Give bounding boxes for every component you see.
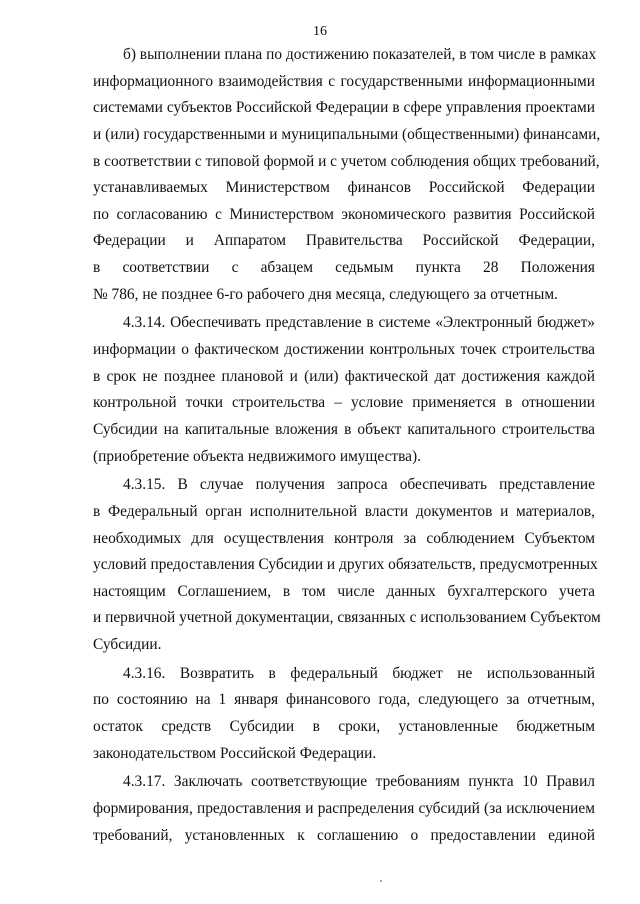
text-line: по состоянию на 1 января финансового года, следующего за отчетным, [93,691,595,709]
text-line: 4.3.15. В случае получения запроса обеспечивать представление [123,476,595,494]
text-line: в соответствии с абзацем седьмым пункта 28 Положения [93,259,595,277]
text-line: 4.3.16. Возвратить в федеральный бюджет не использованный [123,664,595,682]
text-line: по согласованию с Министерством экономического развития Российской [93,205,595,223]
text-line: № 786, не позднее 6-го рабочего дня месяца, следующего за отчетным. [93,285,558,303]
text-line: контрольной точки строительства – условие применяется в отношении [93,394,595,412]
text-line: (приобретение объекта недвижимого имущества). [93,447,421,465]
text-line: Субсидии. [93,636,162,654]
page-number: 16 [313,24,327,39]
text-line: 4.3.17. Заключать соответствующие требованиям пункта 10 Правил [123,773,595,791]
text-line: б) выполнении плана по достижению показателей, в том числе в рамках [123,46,597,63]
text-line: законодательством Российской Федерации. [93,744,377,762]
text-line: в срок не позднее плановой и (или) фактической дат достижения каждой [93,367,595,385]
paragraph-4-3-17 [93,769,595,849]
paragraph-4-3-14 [93,310,595,470]
text-line: условий предоставления Субсидии и других обязательств, предусмотренных [93,556,598,574]
text-line: системами субъектов Российской Федерации в сфере управления проектами [93,99,595,117]
text-line: требований, установленных к соглашению о предоставлении единой [93,826,595,844]
text-line: необходимых для осуществления контроля за соблюдением Субъектом [93,529,595,547]
text-line: и первичной учетной документации, связанных с использованием Субъектом [93,609,601,627]
text-line: 4.3.14. Обеспечивать представление в системе «Электронный бюджет» [123,314,595,332]
text-line: информации о фактическом достижении контрольных точек строительства [93,341,595,359]
text-line: остаток средств Субсидии в сроки, установленные бюджетным [93,718,595,736]
document-body [93,42,601,849]
text-line: в соответствии с типовой формой и с учетом соблюдения общих требований, [93,152,600,170]
paragraph-4-3-16 [93,661,595,768]
text-line: Федерации и Аппаратом Правительства Российской Федерации, [93,232,595,250]
text-line: настоящим Соглашением, в том числе данных бухгалтерского учета [93,582,595,600]
scan-speck [380,880,382,882]
text-line: формирования, предоставления и распределения субсидий (за исключением [93,799,595,817]
text-line: устанавливаемых Министерством финансов Российской Федерации [93,179,595,197]
text-line: информационного взаимодействия с государственными информационными [93,72,595,90]
text-line: Субсидии на капитальные вложения в объект капитального строительства [93,420,595,438]
text-line: в Федеральный орган исполнительной власти документов и материалов, [93,502,595,520]
paragraph-b [93,42,601,308]
text-line: и (или) государственными и муниципальными (общественными) финансами, [93,125,601,143]
paragraph-4-3-15 [93,472,601,658]
